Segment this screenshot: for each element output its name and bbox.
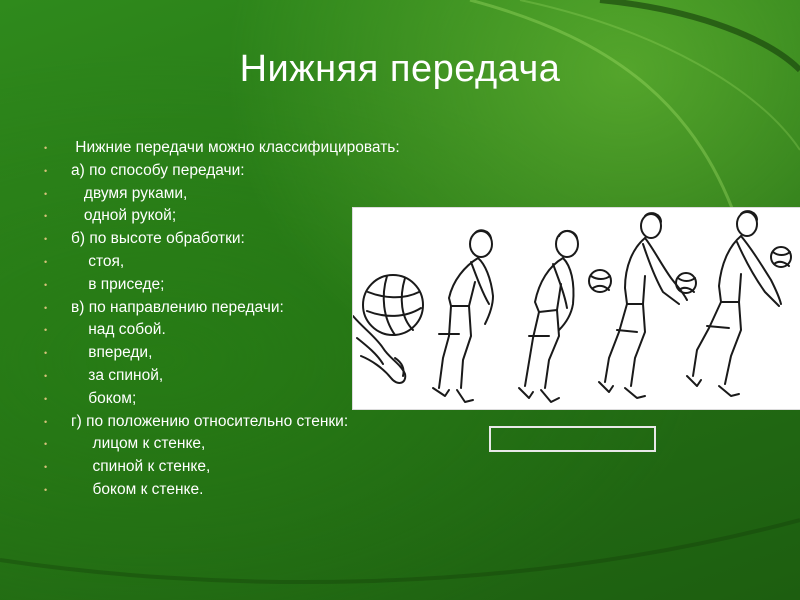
bullet-icon: •: [44, 188, 48, 199]
bullet-icon: •: [44, 370, 48, 381]
bullet-item: • одной рукой;: [46, 205, 566, 228]
bullet-item: • за спиной,: [46, 365, 566, 388]
bullet-icon: •: [44, 462, 48, 473]
player-figure-icon: [433, 230, 493, 402]
empty-frame: [489, 426, 656, 452]
bullet-icon: •: [44, 211, 48, 222]
bullet-icon: •: [44, 393, 48, 404]
bullet-item: • Нижние передачи можно классифицировать:: [46, 137, 566, 160]
bullet-item: • б) по высоте обработки:: [46, 228, 566, 251]
bullet-icon: •: [44, 484, 48, 495]
bullet-item: • стоя,: [46, 251, 566, 274]
bullet-icon: •: [44, 416, 48, 427]
bullet-item: • спиной к стенке,: [46, 456, 566, 479]
player-figure-icon: [519, 231, 578, 402]
volleyball-pass-illustration: [352, 207, 800, 410]
bullet-icon: •: [44, 279, 48, 290]
hands-icon: [353, 316, 405, 383]
bullet-item: • боком к стенке.: [46, 479, 566, 502]
bullet-icon: •: [44, 302, 48, 313]
bullet-item: • лицом к стенке,: [46, 433, 566, 456]
player-figure-icon: [599, 213, 687, 398]
bullet-item: • двумя руками,: [46, 183, 566, 206]
bullet-item: • в) по направлению передачи:: [46, 297, 566, 320]
ball-icon: [589, 270, 611, 292]
bullet-icon: •: [44, 256, 48, 267]
bullet-item: • г) по положению относительно стенки:: [46, 411, 566, 434]
bullet-icon: •: [44, 143, 48, 153]
bullet-item: • боком;: [46, 388, 566, 411]
slide-title: Нижняя передача: [239, 48, 561, 90]
ball-icon: [771, 247, 791, 267]
ball-closeup-icon: [363, 275, 423, 335]
bullet-item: • а) по способу передачи:: [46, 160, 566, 183]
bullet-item: • в приседе;: [46, 274, 566, 297]
bullet-item: • над собой.: [46, 319, 566, 342]
bullet-icon: •: [44, 165, 48, 176]
bullet-icon: •: [44, 348, 48, 359]
player-figure-icon: [687, 211, 781, 396]
bullet-item: • впереди,: [46, 342, 566, 365]
ball-icon: [676, 273, 696, 293]
bullet-icon: •: [44, 325, 48, 336]
bullet-icon: •: [44, 234, 48, 245]
bullet-icon: •: [44, 439, 48, 450]
